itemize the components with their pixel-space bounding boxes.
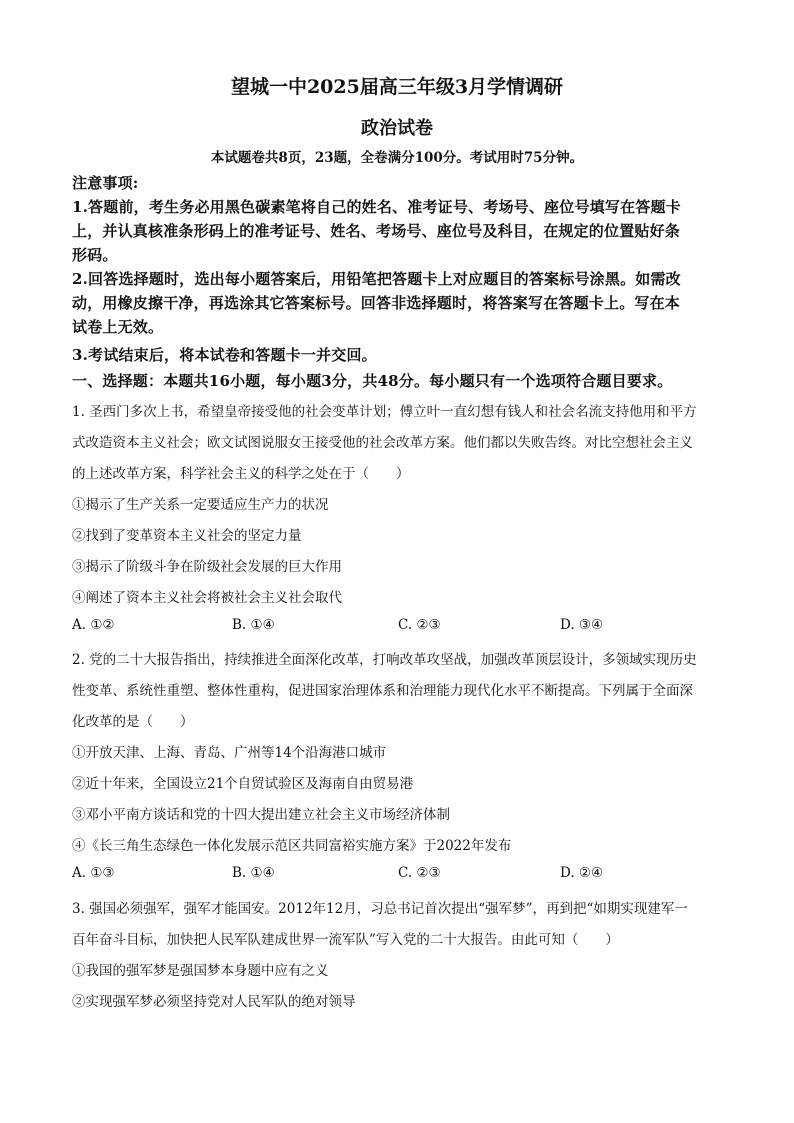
option-d: D. ②④	[560, 865, 604, 881]
notice-line: 1.答题前，考生务必用黑色碳素笔将自己的姓名、准考证号、考场号、座位号填写在答题卡	[72, 198, 681, 216]
question-1-item: ④阐述了资本主义社会将被社会主义社会取代	[72, 590, 342, 606]
question-2-stem: 性变革、系统性重塑、整体性重构，促进国家治理体系和治理能力现代化水平不断提高。下列属于全面深	[72, 683, 693, 699]
option-d: D. ③④	[560, 617, 604, 633]
option-b: B. ①④	[232, 617, 275, 633]
section-heading: 一、选择题：本题共16小题，每小题3分，共48分。每小题只有一个选项符合题目要求。	[72, 372, 673, 390]
option-c: C. ②③	[398, 617, 441, 633]
question-2-item: ①开放天津、上海、青岛、广州等14个沿海港口城市	[72, 745, 387, 761]
question-3-stem: 3. 强国必须强军，强军才能国安。2012年12月，习总书记首次提出“强军梦”，再到把“如期实现建军一	[72, 901, 688, 917]
option-a: A. ①②	[72, 617, 115, 633]
option-b: B. ①④	[232, 865, 275, 881]
question-1-item: ③揭示了阶级斗争在阶级社会发展的巨大作用	[72, 559, 342, 575]
question-2-stem: 2. 党的二十大报告指出，持续推进全面深化改革，打响改革攻坚战，加强改革顶层设计，多领域实现历史	[72, 652, 697, 668]
question-2-item: ②近十年来，全国设立21个自贸试验区及海南自由贸易港	[72, 776, 414, 792]
notice-line: 上，并认真核准条形码上的准考证号、姓名、考场号、座位号及科目，在规定的位置贴好条	[72, 222, 681, 240]
exam-subject: 政治试卷	[361, 118, 433, 139]
question-2-item: ③邓小平南方谈话和党的十四大提出建立社会主义市场经济体制	[72, 807, 450, 823]
option-c: C. ②③	[398, 865, 441, 881]
question-2-stem: 化改革的是（ ）	[72, 714, 194, 730]
exam-info: 本试题卷共8页，23题，全卷满分100分。考试用时75分钟。	[210, 150, 584, 166]
question-1-stem: 的上述改革方案，科学社会主义的科学之处在于（ ）	[72, 466, 410, 482]
option-a: A. ①③	[72, 865, 115, 881]
notice-line: 试卷上无效。	[72, 318, 164, 336]
question-1-item: ②找到了变革资本主义社会的坚定力量	[72, 528, 302, 544]
notice-line: 3.考试结束后，将本试卷和答题卡一并交回。	[72, 346, 377, 364]
notice-heading: 注意事项:	[72, 174, 139, 192]
exam-title: 望城一中2025届高三年级3月学情调研	[230, 76, 564, 98]
question-2-item: ④《长三角生态绿色一体化发展示范区共同富裕实施方案》于2022年发布	[72, 838, 512, 854]
question-1-stem: 1. 圣西门多次上书，希望皇帝接受他的社会变革计划；傅立叶一直幻想有钱人和社会名流支持他用和平方	[72, 404, 697, 420]
notice-line: 动，用橡皮擦干净，再选涂其它答案标号。回答非选择题时，将答案写在答题卡上。写在本	[72, 294, 681, 312]
notice-line: 2.回答选择题时，选出每小题答案后，用铅笔把答题卡上对应题目的答案标号涂黑。如需改	[72, 270, 681, 288]
question-1-item: ①揭示了生产关系一定要适应生产力的状况	[72, 497, 329, 513]
question-3-item: ①我国的强军梦是强国梦本身题中应有之义	[72, 963, 329, 979]
question-3-item: ②实现强军梦必须坚持党对人民军队的绝对领导	[72, 994, 356, 1010]
question-1-stem: 式改造资本主义社会；欧文试图说服女王接受他的社会改革方案。他们都以失败告终。对比空想社会主义	[72, 435, 693, 451]
question-3-stem: 百年奋斗目标，加快把人民军队建成世界一流军队”写入党的二十大报告。由此可知（ ）	[72, 932, 619, 948]
notice-line: 形码。	[72, 246, 118, 264]
